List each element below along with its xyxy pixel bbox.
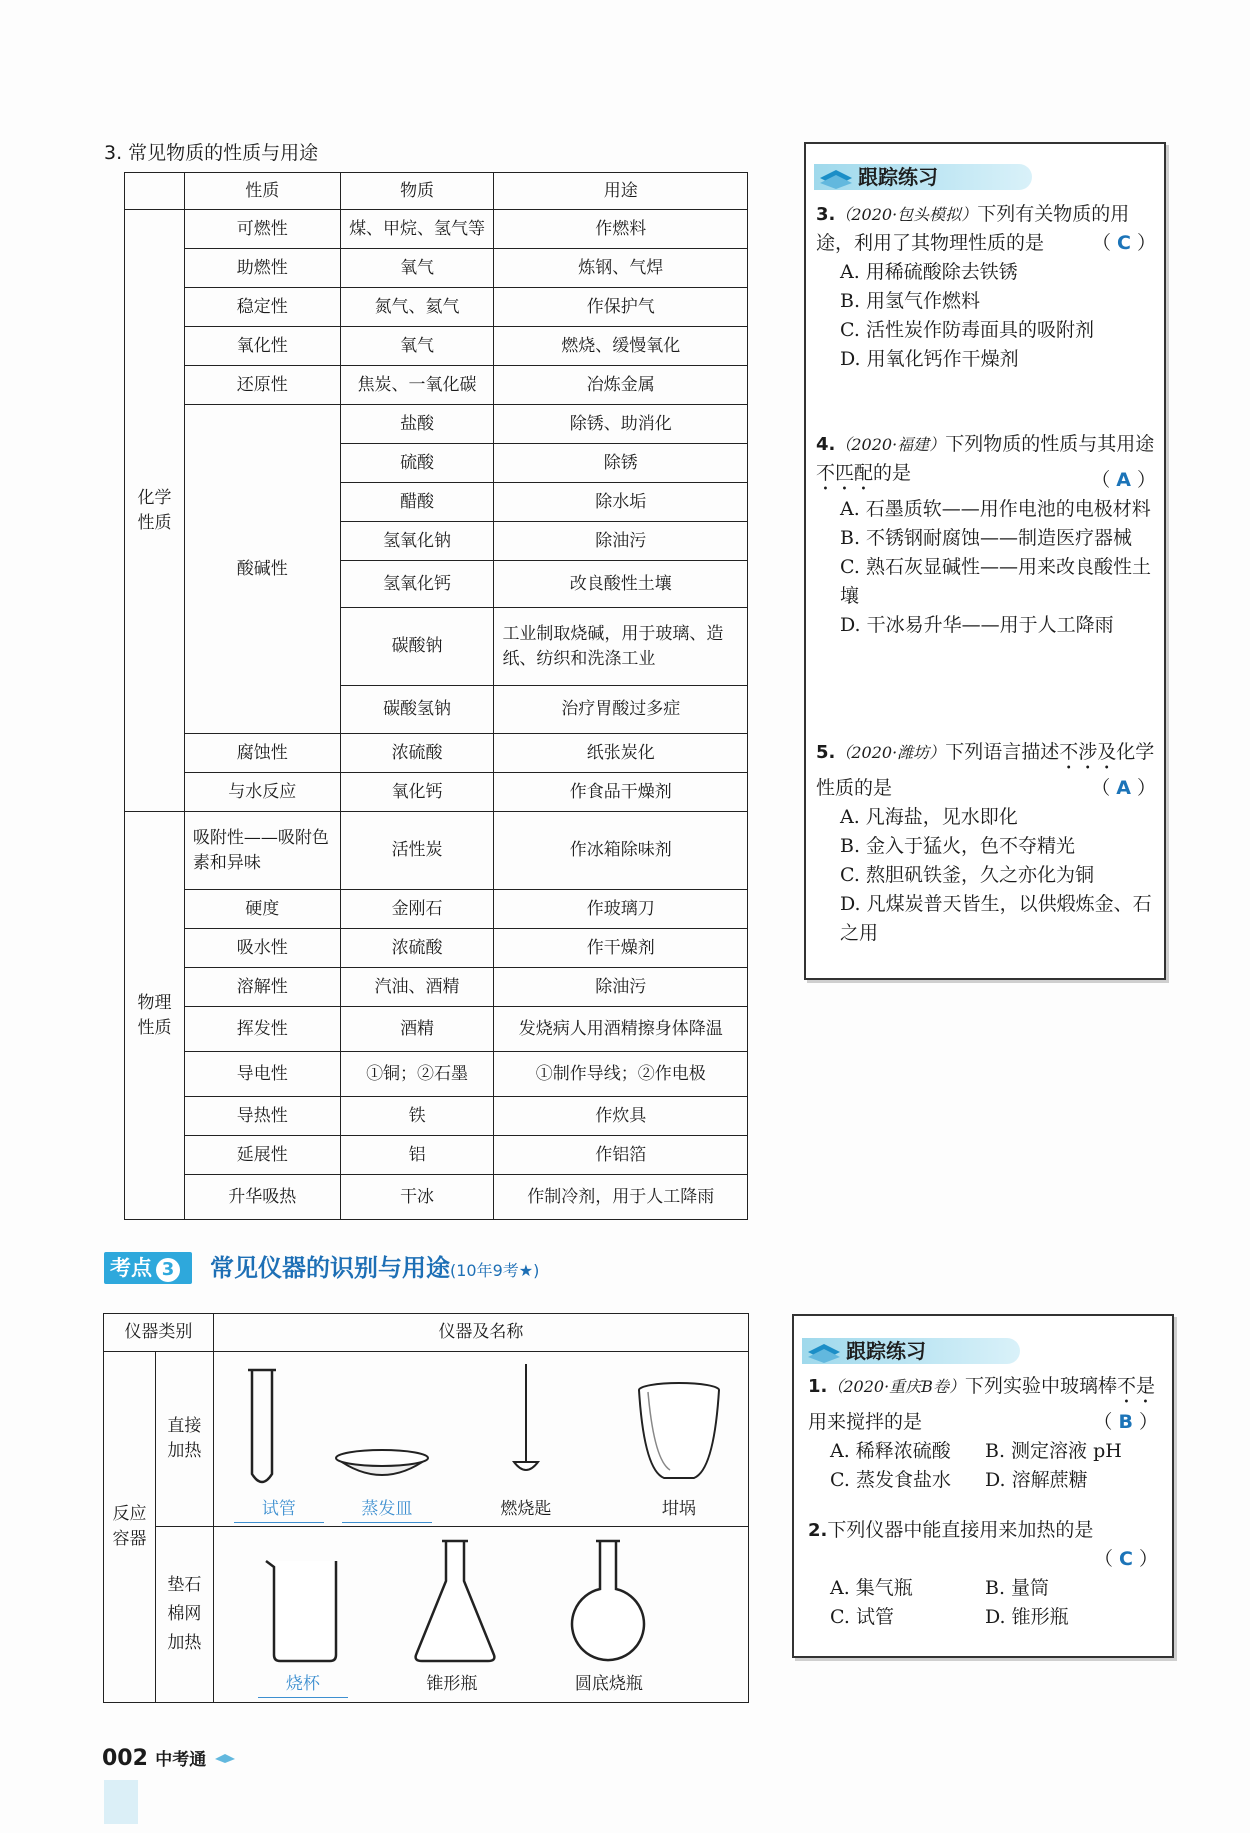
use-cell: 作保护气 (494, 288, 748, 327)
substance-cell: 氧气 (340, 249, 494, 288)
use-cell: 改良酸性土壤 (494, 561, 748, 608)
instrument-label: 试管 (234, 1497, 324, 1523)
substance-cell: 浓硫酸 (340, 929, 494, 968)
option: C. 熟石灰显碱性——用来改良酸性土壤 (840, 556, 1151, 607)
answer-mark: C (1117, 232, 1131, 254)
use-cell: 治疗胃酸过多症 (494, 686, 748, 734)
substance-cell: 酒精 (340, 1007, 494, 1052)
use-cell: 除油污 (494, 522, 748, 561)
prop-cell: 溶解性 (184, 968, 340, 1007)
question-4: 4.（2020·福建）下列物质的性质与其用途不匹配的是 （ A ） A. 石墨质软——用作电池的电极材料 B. 不锈钢耐腐蚀——制造医疗器械 C. 熟石灰显碱性——用来改良酸性土壤 D. 干冰易升华——用于人工降雨 (816, 430, 1156, 640)
option: B. 量筒 (985, 1577, 1050, 1599)
instruments-table (103, 1313, 749, 1703)
option: C. 活性炭作防毒面具的吸附剂 (840, 319, 1094, 341)
option: D. 锥形瓶 (985, 1606, 1069, 1628)
prop-cell: 稳定性 (184, 288, 340, 327)
question-5: 5.（2020·潍坊）下列语言描述不涉及化学性质的是 （ A ） A. 凡海盐，见水即化 B. 金入于猛火，色不夺精光 C. 熬胆矾铁釜，久之亦化为铜 D. 凡煤炭普天皆生，以供煅炼金、石之用 (816, 738, 1156, 948)
substance-cell: 氮气、氦气 (340, 288, 494, 327)
answer-mark: A (1116, 469, 1131, 491)
substance-cell: 醋酸 (340, 483, 494, 522)
group-physical: 物理性质 (125, 812, 185, 1220)
instrument-label: 锥形瓶 (426, 1674, 478, 1694)
instrument-label: 坩埚 (661, 1499, 696, 1519)
header-category: 仪器类别 (104, 1314, 214, 1352)
option: B. 测定溶液 pH (985, 1440, 1122, 1462)
use-cell: 工业制取烧碱，用于玻璃、造纸、纺织和洗涤工业 (494, 608, 748, 686)
page-number: 002 (102, 1746, 148, 1771)
substance-cell: 铝 (340, 1136, 494, 1175)
layers-icon (214, 1751, 236, 1765)
option: D. 溶解蔗糖 (985, 1469, 1088, 1491)
use-cell: 发烧病人用酒精擦身体降温 (494, 1007, 748, 1052)
instrument-label: 燃烧匙 (500, 1499, 552, 1519)
substance-cell: ①铜；②石墨 (340, 1052, 494, 1097)
option: D. 干冰易升华——用于人工降雨 (840, 614, 1114, 636)
use-cell: 作燃料 (494, 210, 748, 249)
option: D. 凡煤炭普天皆生，以供煅炼金、石之用 (840, 893, 1152, 944)
practice-panel-2 (792, 1314, 1174, 1658)
substance-cell: 铁 (340, 1097, 494, 1136)
combustion-spoon-icon (506, 1362, 546, 1492)
prop-cell: 可燃性 (184, 210, 340, 249)
beaker-icon (262, 1555, 346, 1665)
direct-heating-label: 直接加热 (155, 1352, 213, 1527)
option: A. 用稀硫酸除去铁锈 (840, 261, 1018, 283)
prop-cell: 升华吸热 (184, 1175, 340, 1220)
kaodian-title: 常见仪器的识别与用途(10年9考★) (210, 1254, 540, 1282)
layers-icon (818, 164, 854, 190)
substance-cell: 焦炭、一氧化碳 (340, 366, 494, 405)
prop-cell: 腐蚀性 (184, 734, 340, 773)
substance-cell: 活性炭 (340, 812, 494, 890)
instrument-label: 烧杯 (258, 1672, 348, 1698)
use-cell: 作玻璃刀 (494, 890, 748, 929)
properties-table (124, 172, 748, 1220)
option: B. 用氢气作燃料 (840, 290, 981, 312)
prop-cell: 氧化性 (184, 327, 340, 366)
group-reaction-vessel: 反应容器 (104, 1352, 156, 1703)
header-substance: 物质 (340, 173, 494, 210)
header-prop: 性质 (184, 173, 340, 210)
prop-cell: 硬度 (184, 890, 340, 929)
substance-cell: 氢氧化钙 (340, 561, 494, 608)
crucible-icon (634, 1380, 724, 1485)
substance-cell: 硫酸 (340, 444, 494, 483)
option: A. 石墨质软——用作电池的电极材料 (840, 498, 1151, 520)
substance-cell: 氧化钙 (340, 773, 494, 812)
footer-color-block (104, 1780, 138, 1824)
layers-icon (806, 1338, 842, 1364)
use-cell: 燃烧、缓慢氧化 (494, 327, 748, 366)
use-cell: ①制作导线；②作电极 (494, 1052, 748, 1097)
substance-cell: 金刚石 (340, 890, 494, 929)
prop-cell: 还原性 (184, 366, 340, 405)
evaporating-dish-icon (332, 1442, 432, 1492)
use-cell: 炼钢、气焊 (494, 249, 748, 288)
conical-flask-icon (410, 1537, 500, 1665)
answer-mark: C (1119, 1548, 1133, 1570)
direct-heating-cell (213, 1352, 748, 1527)
option: C. 熬胆矾铁釜，久之亦化为铜 (840, 864, 1094, 886)
instrument-label: 圆底烧瓶 (574, 1674, 643, 1694)
corner-cell (125, 173, 185, 210)
prop-cell: 导热性 (184, 1097, 340, 1136)
option: B. 不锈钢耐腐蚀——制造医疗器械 (840, 527, 1133, 549)
use-cell: 作炊具 (494, 1097, 748, 1136)
practice-panel-1 (804, 142, 1166, 980)
option: A. 凡海盐，见水即化 (840, 806, 1018, 828)
use-cell: 除水垢 (494, 483, 748, 522)
substance-cell: 氢氧化钠 (340, 522, 494, 561)
use-cell: 作干燥剂 (494, 929, 748, 968)
option: C. 蒸发食盐水 (830, 1469, 951, 1491)
use-cell: 纸张炭化 (494, 734, 748, 773)
use-cell: 除油污 (494, 968, 748, 1007)
prop-cell-acid-base: 酸碱性 (184, 405, 340, 734)
prop-cell: 吸附性——吸附色素和异味 (184, 812, 340, 890)
substance-cell: 碳酸钠 (340, 608, 494, 686)
question-3: 3.（2020·包头模拟）下列有关物质的用途，利用了其物理性质的是 （ C ） A. 用稀硫酸除去铁锈 B. 用氢气作燃料 C. 活性炭作防毒面具的吸附剂 D. 用氧化钙作干燥剂 (816, 200, 1156, 374)
substance-cell: 浓硫酸 (340, 734, 494, 773)
instrument-label: 蒸发皿 (342, 1497, 432, 1523)
book-title: 中考通 (155, 1750, 207, 1770)
prop-cell: 与水反应 (184, 773, 340, 812)
page-footer (102, 1745, 236, 1771)
header-use: 用途 (494, 173, 748, 210)
practice-banner: 跟踪练习 (802, 1338, 1020, 1364)
question-1: 1.（2020·重庆B卷）下列实验中玻璃棒不是用来搅拌的是 （ B ） A. 稀释浓硫酸 B. 测定溶液 pH C. 蒸发食盐水 D. 溶解蔗糖 (808, 1372, 1158, 1495)
practice-banner: 跟踪练习 (814, 164, 1032, 190)
option: A. 稀释浓硫酸 (830, 1440, 951, 1462)
indirect-heating-cell (213, 1527, 748, 1703)
indirect-heating-label: 垫石棉网加热 (155, 1527, 213, 1703)
substance-cell: 氧气 (340, 327, 494, 366)
substance-cell: 煤、甲烷、氢气等 (340, 210, 494, 249)
header-instruments: 仪器及名称 (213, 1314, 748, 1352)
use-cell: 除锈、助消化 (494, 405, 748, 444)
group-chemical: 化学性质 (125, 210, 185, 812)
prop-cell: 导电性 (184, 1052, 340, 1097)
prop-cell: 助燃性 (184, 249, 340, 288)
use-cell: 冶炼金属 (494, 366, 748, 405)
question-2: 2.下列仪器中能直接用来加热的是 （ C ） A. 集气瓶 B. 量筒 C. 试管 D. 锥形瓶 (808, 1516, 1158, 1632)
kaodian-tag: 考点 3 (104, 1252, 192, 1284)
test-tube-icon (244, 1362, 280, 1497)
option: C. 试管 (830, 1606, 894, 1628)
option: B. 金入于猛火，色不夺精光 (840, 835, 1076, 857)
substance-cell: 汽油、酒精 (340, 968, 494, 1007)
use-cell: 作食品干燥剂 (494, 773, 748, 812)
substance-cell: 干冰 (340, 1175, 494, 1220)
substance-cell: 碳酸氢钠 (340, 686, 494, 734)
answer-mark: B (1118, 1411, 1133, 1433)
use-cell: 作铝箔 (494, 1136, 748, 1175)
prop-cell: 吸水性 (184, 929, 340, 968)
prop-cell: 挥发性 (184, 1007, 340, 1052)
prop-cell: 延展性 (184, 1136, 340, 1175)
round-bottom-flask-icon (566, 1537, 650, 1667)
use-cell: 作制冷剂，用于人工降雨 (494, 1175, 748, 1220)
option: D. 用氧化钙作干燥剂 (840, 348, 1019, 370)
section-title: 3. 常见物质的性质与用途 (104, 142, 319, 164)
answer-mark: A (1116, 777, 1131, 799)
option: A. 集气瓶 (830, 1577, 913, 1599)
use-cell: 作冰箱除味剂 (494, 812, 748, 890)
use-cell: 除锈 (494, 444, 748, 483)
substance-cell: 盐酸 (340, 405, 494, 444)
